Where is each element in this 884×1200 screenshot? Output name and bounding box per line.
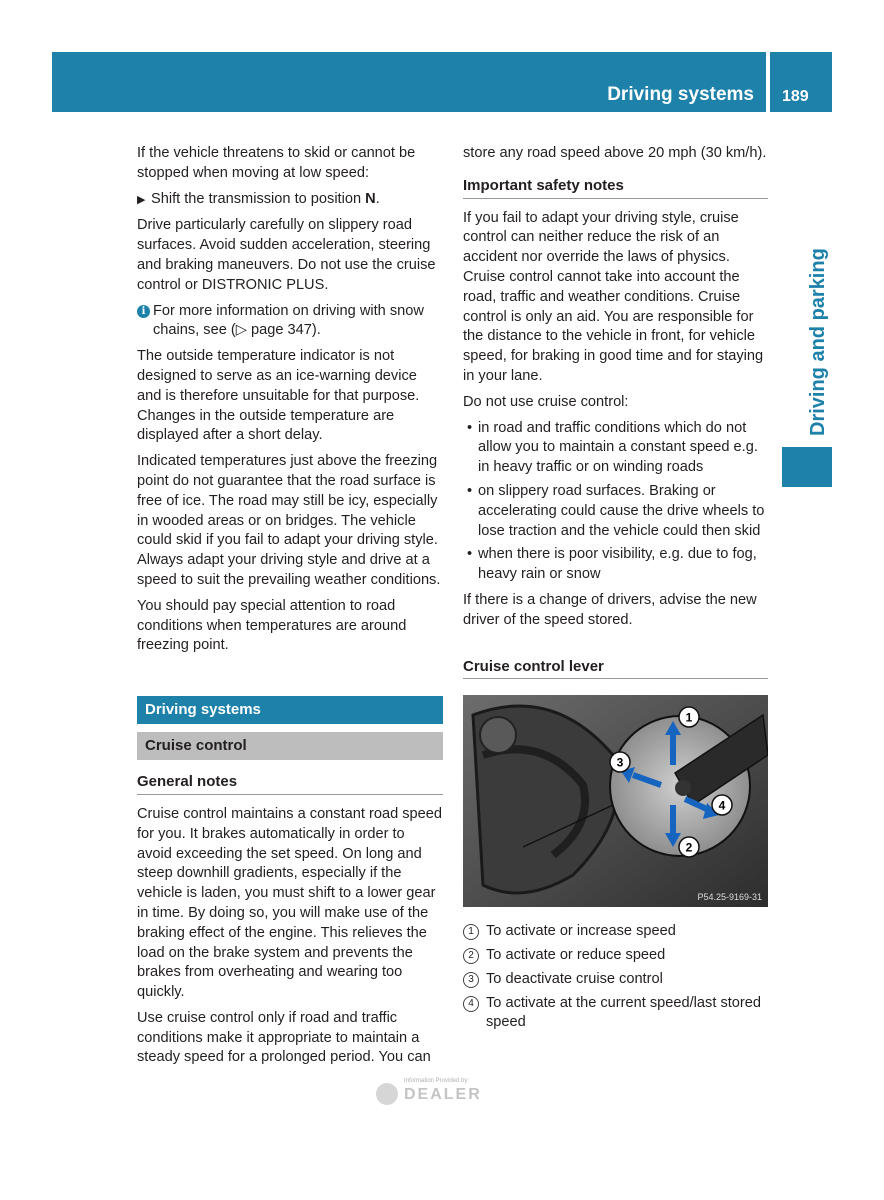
paragraph: The outside temperature indicator is not designed to serve as an ice-warning device and is therefore unsuitable for that purpose. Changes in the outside temperature are displayed after a short delay.	[137, 348, 420, 444]
figure-code: P54.25-9169-31	[697, 892, 762, 903]
page-number: 189	[782, 88, 809, 105]
watermark-small-text: Information Provided by:	[404, 1078, 470, 1084]
paragraph: Cruise control maintains a constant road speed for you. It brakes automatically in order to avoid exceeding the set speed. On long and steep downhill gradients, especially if the vehicle is laden, you must shift to a lower gear in time. By doing so, you will make use of the braking effect of the engine. This relieves the load on the brake system and prevents the brakes from overheating and wearing too quickly.	[137, 805, 443, 1001]
side-tab	[785, 236, 829, 436]
instruction-step	[137, 190, 443, 211]
step-bold: N	[365, 190, 376, 207]
page-number-box	[770, 52, 832, 112]
column-left	[137, 144, 443, 1074]
heading-safety-notes: Important safety notes	[463, 176, 768, 199]
paragraph: Indicated temperatures just above the freezing point do not guarantee that the road surface is free of ice. The road may still be icy, especially in wooded areas or on bridges. The vehicle could skid if you fail to adapt your driving style. Always adapt your driving style and drive at a speed to suit the prevailing weather conditions.	[137, 453, 441, 588]
callout-1	[679, 707, 699, 727]
bullet-list	[463, 419, 768, 585]
list-item: • when there is poor visibility, e.g. due to fog, heavy rain or snow	[463, 545, 768, 585]
legend-item: 4 To activate at the current speed/last stored speed	[463, 994, 768, 1034]
legend-item: 2 To activate or reduce speed	[463, 946, 768, 966]
info-icon: i	[137, 305, 150, 318]
step-arrow-icon: ▶	[137, 193, 146, 206]
svg-text:3: 3	[616, 755, 624, 770]
heading-cruise-lever: Cruise control lever	[463, 657, 768, 680]
paragraph: If there is a change of drivers, advise the new driver of the speed stored.	[463, 591, 757, 628]
list-item: • on slippery road surfaces. Braking or accelerating could cause the drive wheels to lose traction and the vehicle could then skid	[463, 482, 768, 541]
heading-general-notes: General notes	[137, 772, 443, 795]
column-right	[463, 144, 768, 1037]
paragraph: Drive particularly carefully on slippery road surfaces. Avoid sudden acceleration, steering and braking maneuvers. Do not use the cruise control or DISTRONIC PLUS.	[137, 217, 436, 293]
paragraph: If you fail to adapt your driving style, cruise control can neither reduce the risk of an accident nor override the laws of physics. Cruise control cannot take into account the road, traffic and weather conditions. Cruise control is only an aid. You are responsible for the distance to the vehicle in front, for vehicle speed, for braking in good time and for staying in your lane.	[463, 209, 764, 384]
svg-text:1: 1	[685, 710, 693, 725]
legend-item: 1 To activate or increase speed	[463, 922, 768, 942]
svg-text:4: 4	[718, 798, 726, 813]
note-text: For more information on driving with snow chains, see (▷ page 347).	[153, 302, 424, 339]
paragraph: You should pay special attention to road conditions when temperatures are around freezing point.	[137, 597, 407, 654]
callout-3	[610, 752, 630, 772]
callout-4	[712, 795, 732, 815]
paragraph: Do not use cruise control:	[463, 393, 629, 410]
paragraph: Use cruise control only if road and traffic conditions make it appropriate to maintain a steady speed for a prolonged period. You can	[137, 1009, 431, 1066]
subsection-banner: Cruise control	[137, 732, 443, 760]
section-banner: Driving systems	[137, 696, 443, 724]
paragraph: store any road speed above 20 mph (30 km/h).	[463, 145, 767, 161]
section-title: Driving systems	[607, 84, 754, 105]
step-end: .	[375, 190, 380, 207]
step-text: Shift the transmission to position	[151, 190, 366, 207]
list-item: • in road and traffic conditions which do not allow you to maintain a constant speed e.g. in heavy traffic or on winding roads	[463, 419, 768, 478]
side-tab-block	[782, 447, 832, 487]
cruise-control-lever-figure	[463, 695, 768, 907]
paragraph: If the vehicle threatens to skid or cannot be stopped when moving at low speed:	[137, 145, 416, 181]
callout-2	[679, 837, 699, 857]
info-note	[137, 302, 443, 342]
svg-text:2: 2	[685, 840, 693, 855]
side-tab-label: Driving and parking	[807, 248, 829, 436]
header-bar	[52, 52, 766, 112]
watermark-brand: DEALER	[404, 1086, 482, 1103]
figure-legend	[463, 922, 768, 1033]
legend-item: 3 To deactivate cruise control	[463, 970, 768, 990]
dealer-watermark-logo	[374, 1072, 504, 1112]
